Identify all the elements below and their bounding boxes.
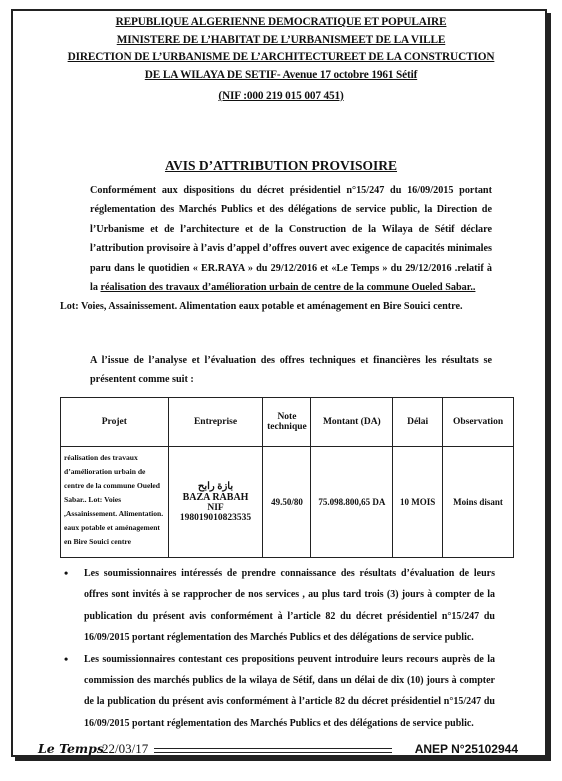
cell-delai: 10 MOIS (393, 447, 443, 558)
col-header-montant: Montant (DA) (311, 398, 393, 447)
table-header-row (61, 398, 514, 447)
col-header-observation: Observation (443, 398, 514, 447)
bullet-text: Les soumissionnaires intéressés de prendre connaissance des résultats d’évaluation de leurs offres sont invités à se rapprocher de nos services , au plus tard trois (3) jours à compter de la publication du présent avis conformément à l’article 82 du décret présidentiel n°15/247 du 16/09/2015 portant réglementation des Marchés Publics et des délégations de service public. (84, 568, 495, 644)
entreprise-arabic-name: بازة رابح (197, 481, 234, 492)
cell-montant: 75.098.800,65 DA (311, 447, 393, 558)
header-direction: DIRECTION DE L’URBANISME DE L’ARCHITECTUREET DE LA CONSTRUCTION (67, 51, 495, 63)
header-wilaya-address: DE LA WILAYA DE SETIF- Avenue 17 octobre 1961 Sétif (144, 68, 418, 81)
footer-rule (154, 748, 392, 753)
results-table (60, 397, 514, 558)
entreprise-name: BAZA RABAH (182, 492, 249, 503)
cell-projet: réalisation des travaux d’amélioration urbain de centre de la commune Oueled Sabar.. Lot: Voies ,Assainissement. Alimentation. eaux potable et aménagement en Bire Souici centre (61, 447, 169, 558)
anep-reference: ANEP N°25102944 (414, 742, 518, 756)
header-republic: REPUBLIQUE ALGERIENNE DEMOCRATIQUE ET POPULAIRE (115, 16, 447, 28)
cell-entreprise (168, 447, 263, 558)
results-intro-text: A l’issue de l’analyse et l’évaluation des offres techniques et financières les résultats se présentent comme suit : (90, 355, 492, 386)
list-item (60, 563, 495, 649)
intro-text (60, 181, 492, 297)
bullet-icon: • (64, 651, 69, 666)
bullet-icon: • (64, 566, 69, 580)
list-item (60, 649, 495, 735)
col-header-delai: Délai (393, 398, 443, 447)
letterhead (0, 14, 562, 106)
intro-lot: Lot: Voies, Assainissement. Alimentation eaux potable et aménagement en Bire Souici centre. (60, 301, 463, 313)
notice-bullets (60, 563, 495, 734)
col-header-projet: Projet (61, 398, 169, 447)
publication-date: 22/03/17 (102, 741, 149, 756)
header-ministry: MINISTERE DE L’HABITAT DE L’URBANISMEET DE LA VILLE (116, 33, 446, 46)
table-row (61, 447, 514, 558)
results-intro (60, 351, 492, 390)
intro-text-main: Conformément aux dispositions du décret présidentiel n°15/247 du 16/09/2015 portant réglementation des Marchés Publics et des délégations de service public, la Direction de l’Urbanisme et de l’architecture et de la Construction de la Wilaya de Sétif déclare l’attribution provisoire à l’avis d’appel d’offres ouvert avec exigence de capacités minimales paru dans le quotidien « ER.RAYA » du 29/12/2016 et «Le Temps » du 29/12/2016 .relatif à la (90, 185, 492, 294)
col-header-note: Note technique (263, 398, 311, 447)
footer (38, 740, 518, 758)
header-nif: (NIF :000 219 015 007 451) (218, 90, 344, 102)
bullet-text: Les soumissionnaires contestant ces propositions peuvent introduire leurs recours auprès de la commission des marchés publics de la wilaya de Sétif, dans un délai de dix (10) jours à compter de la publication du présent avis conformément à l’article 82 du décret présidentiel n°15/247 du 16/09/2015 portant réglementation des Marchés Publics et des délégations de service public. (84, 653, 495, 729)
intro-text-project: réalisation des travaux d’amélioration urbain de centre de la commune Oueled Sabar.. (100, 282, 476, 294)
entreprise-nif: NIF 198019010823535 (179, 503, 252, 523)
newspaper-logo: Le Temps (38, 741, 104, 756)
cell-observation: Moins disant (443, 447, 514, 558)
notice-title: AVIS D’ATTRIBUTION PROVISOIRE (164, 158, 398, 173)
cell-note: 49.50/80 (263, 447, 311, 558)
col-header-entreprise: Entreprise (168, 398, 263, 447)
intro-paragraph (60, 181, 492, 317)
